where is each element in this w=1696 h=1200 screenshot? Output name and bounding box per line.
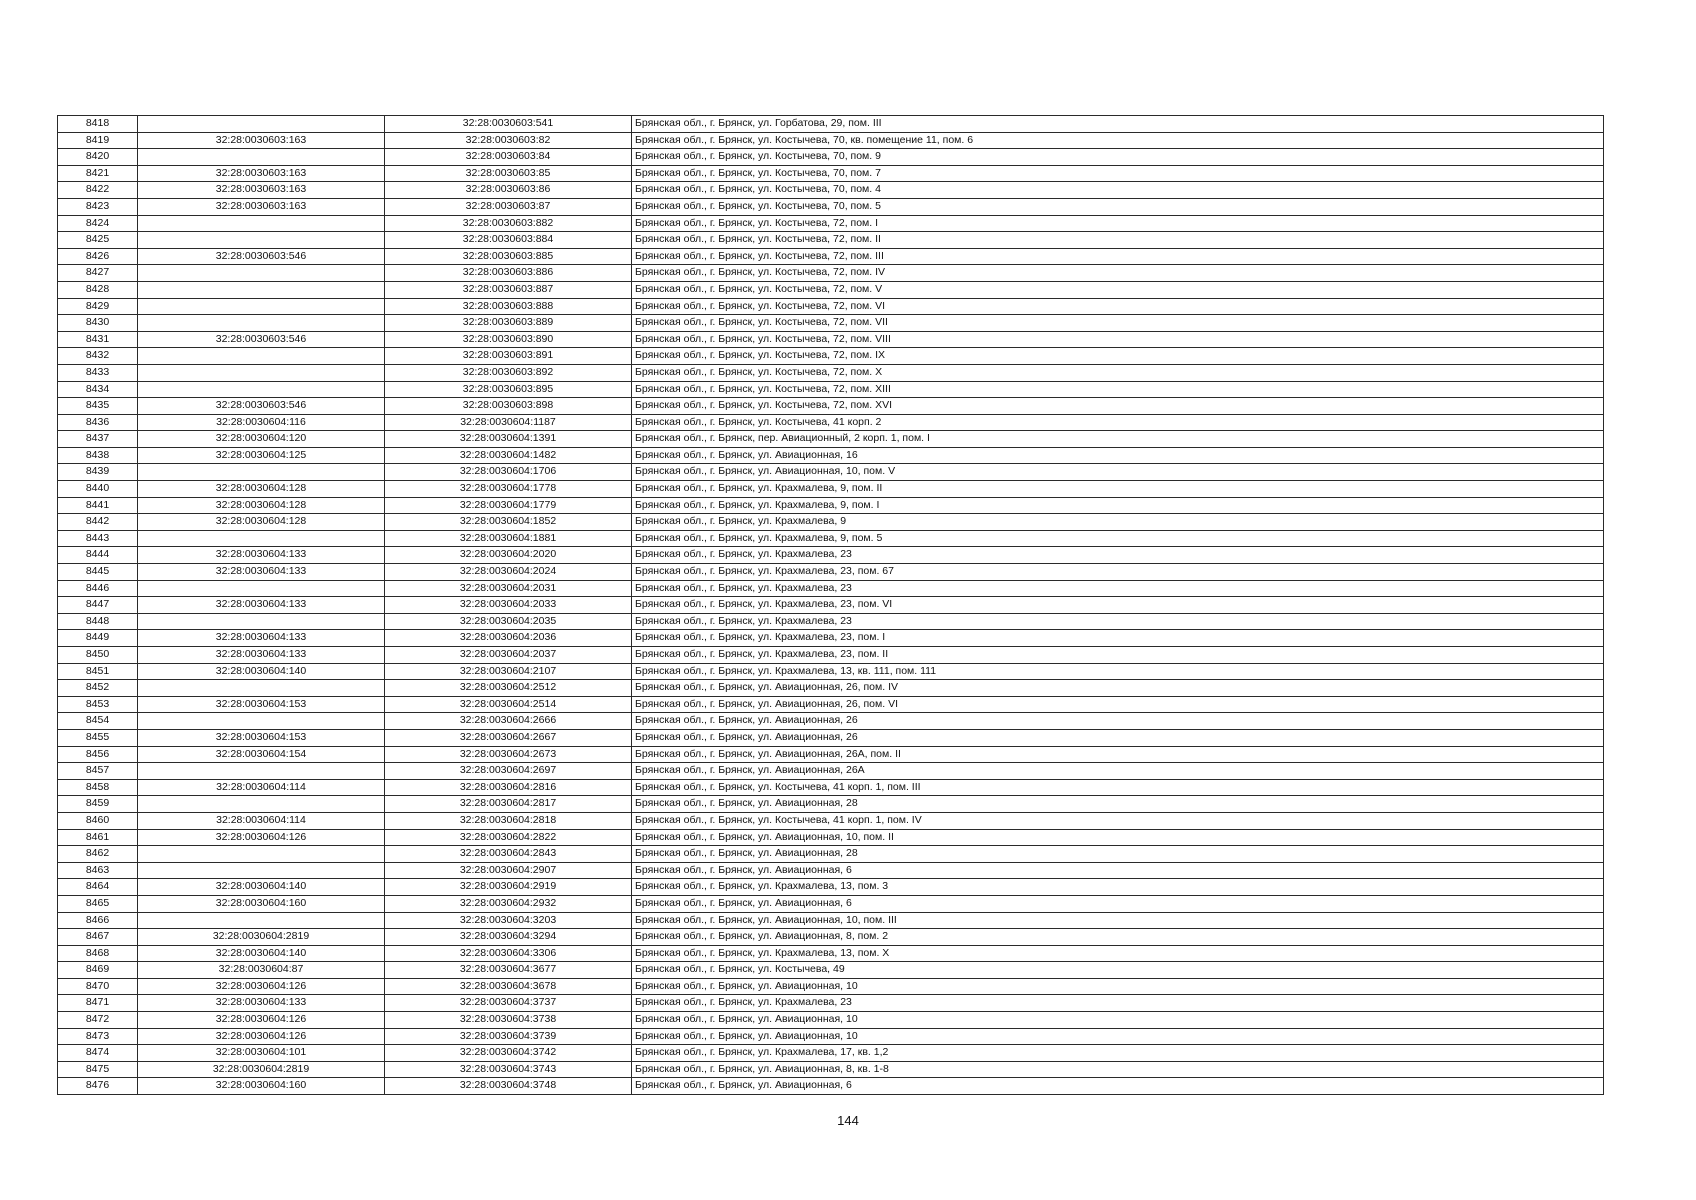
address-cell: Брянская обл., г. Брянск, ул. Авиационная, 26, пом. VI — [632, 696, 1604, 713]
table-row — [58, 431, 1604, 448]
cadastral-number-cell: 32:28:0030604:2037 — [385, 647, 632, 664]
cadastral-number-cell: 32:28:0030603:84 — [385, 149, 632, 166]
row-number-cell: 8467 — [58, 929, 138, 946]
cadastral-number-cell: 32:28:0030603:888 — [385, 298, 632, 315]
table-row — [58, 663, 1604, 680]
parent-cadastral-number-cell — [138, 149, 385, 166]
address-cell: Брянская обл., г. Брянск, ул. Костычева, 41 корп. 1, пом. IV — [632, 812, 1604, 829]
cadastral-number-cell: 32:28:0030604:2514 — [385, 696, 632, 713]
cadastral-number-cell: 32:28:0030603:882 — [385, 215, 632, 232]
table-row — [58, 912, 1604, 929]
parent-cadastral-number-cell: 32:28:0030604:2819 — [138, 1061, 385, 1078]
parent-cadastral-number-cell — [138, 298, 385, 315]
cadastral-number-cell: 32:28:0030603:898 — [385, 398, 632, 415]
row-number-cell: 8474 — [58, 1045, 138, 1062]
address-cell: Брянская обл., г. Брянск, ул. Крахмалева, 23, пом. VI — [632, 597, 1604, 614]
address-cell: Брянская обл., г. Брянск, ул. Авиационная, 6 — [632, 895, 1604, 912]
table-row — [58, 1028, 1604, 1045]
table-row — [58, 829, 1604, 846]
row-number-cell: 8447 — [58, 597, 138, 614]
address-cell: Брянская обл., г. Брянск, ул. Костычева, 72, пом. I — [632, 215, 1604, 232]
address-cell: Брянская обл., г. Брянск, ул. Крахмалева, 13, пом. X — [632, 945, 1604, 962]
parent-cadastral-number-cell: 32:28:0030604:114 — [138, 812, 385, 829]
registry-table-body — [58, 116, 1604, 1095]
address-cell: Брянская обл., г. Брянск, ул. Крахмалева, 17, кв. 1,2 — [632, 1045, 1604, 1062]
parent-cadastral-number-cell — [138, 796, 385, 813]
address-cell: Брянская обл., г. Брянск, ул. Крахмалева, 23 — [632, 995, 1604, 1012]
parent-cadastral-number-cell: 32:28:0030604:133 — [138, 564, 385, 581]
parent-cadastral-number-cell — [138, 232, 385, 249]
address-cell: Брянская обл., г. Брянск, ул. Костычева, 70, кв. помещение 11, пом. 6 — [632, 132, 1604, 149]
row-number-cell: 8418 — [58, 116, 138, 133]
parent-cadastral-number-cell: 32:28:0030604:140 — [138, 945, 385, 962]
parent-cadastral-number-cell: 32:28:0030604:128 — [138, 481, 385, 498]
row-number-cell: 8436 — [58, 414, 138, 431]
parent-cadastral-number-cell: 32:28:0030604:87 — [138, 962, 385, 979]
parent-cadastral-number-cell — [138, 215, 385, 232]
cadastral-number-cell: 32:28:0030603:86 — [385, 182, 632, 199]
row-number-cell: 8427 — [58, 265, 138, 282]
table-row — [58, 315, 1604, 332]
cadastral-number-cell: 32:28:0030604:3737 — [385, 995, 632, 1012]
address-cell: Брянская обл., г. Брянск, ул. Костычева, 70, пом. 4 — [632, 182, 1604, 199]
parent-cadastral-number-cell — [138, 912, 385, 929]
row-number-cell: 8476 — [58, 1078, 138, 1095]
address-cell: Брянская обл., г. Брянск, ул. Крахмалева, 23, пом. I — [632, 630, 1604, 647]
parent-cadastral-number-cell: 32:28:0030603:546 — [138, 248, 385, 265]
parent-cadastral-number-cell: 32:28:0030604:133 — [138, 630, 385, 647]
row-number-cell: 8465 — [58, 895, 138, 912]
cadastral-number-cell: 32:28:0030604:3203 — [385, 912, 632, 929]
row-number-cell: 8431 — [58, 331, 138, 348]
row-number-cell: 8452 — [58, 680, 138, 697]
address-cell: Брянская обл., г. Брянск, ул. Авиационная, 28 — [632, 846, 1604, 863]
row-number-cell: 8451 — [58, 663, 138, 680]
address-cell: Брянская обл., г. Брянск, ул. Крахмалева, 23 — [632, 547, 1604, 564]
table-row — [58, 547, 1604, 564]
cadastral-number-cell: 32:28:0030604:1482 — [385, 447, 632, 464]
parent-cadastral-number-cell: 32:28:0030603:163 — [138, 165, 385, 182]
parent-cadastral-number-cell: 32:28:0030604:101 — [138, 1045, 385, 1062]
row-number-cell: 8460 — [58, 812, 138, 829]
row-number-cell: 8439 — [58, 464, 138, 481]
address-cell: Брянская обл., г. Брянск, ул. Костычева, 72, пом. IV — [632, 265, 1604, 282]
parent-cadastral-number-cell — [138, 763, 385, 780]
table-row — [58, 530, 1604, 547]
table-row — [58, 248, 1604, 265]
cadastral-number-cell: 32:28:0030604:1706 — [385, 464, 632, 481]
address-cell: Брянская обл., г. Брянск, ул. Костычева, 41 корп. 2 — [632, 414, 1604, 431]
row-number-cell: 8419 — [58, 132, 138, 149]
cadastral-number-cell: 32:28:0030603:85 — [385, 165, 632, 182]
cadastral-number-cell: 32:28:0030604:3743 — [385, 1061, 632, 1078]
table-row — [58, 846, 1604, 863]
cadastral-number-cell: 32:28:0030604:2024 — [385, 564, 632, 581]
table-row — [58, 514, 1604, 531]
parent-cadastral-number-cell — [138, 680, 385, 697]
cadastral-number-cell: 32:28:0030604:1187 — [385, 414, 632, 431]
cadastral-number-cell: 32:28:0030603:890 — [385, 331, 632, 348]
parent-cadastral-number-cell — [138, 364, 385, 381]
table-row — [58, 713, 1604, 730]
cadastral-number-cell: 32:28:0030604:2033 — [385, 597, 632, 614]
table-row — [58, 497, 1604, 514]
row-number-cell: 8455 — [58, 729, 138, 746]
row-number-cell: 8454 — [58, 713, 138, 730]
row-number-cell: 8448 — [58, 613, 138, 630]
parent-cadastral-number-cell: 32:28:0030604:128 — [138, 514, 385, 531]
table-row — [58, 995, 1604, 1012]
table-row — [58, 862, 1604, 879]
table-row — [58, 116, 1604, 133]
address-cell: Брянская обл., г. Брянск, ул. Крахмалева, 23 — [632, 580, 1604, 597]
address-cell: Брянская обл., г. Брянск, ул. Костычева, 70, пом. 5 — [632, 198, 1604, 215]
table-row — [58, 1061, 1604, 1078]
row-number-cell: 8430 — [58, 315, 138, 332]
parent-cadastral-number-cell: 32:28:0030604:120 — [138, 431, 385, 448]
table-row — [58, 215, 1604, 232]
row-number-cell: 8441 — [58, 497, 138, 514]
address-cell: Брянская обл., г. Брянск, ул. Авиационная, 6 — [632, 862, 1604, 879]
row-number-cell: 8421 — [58, 165, 138, 182]
address-cell: Брянская обл., г. Брянск, ул. Костычева, 41 корп. 1, пом. III — [632, 779, 1604, 796]
cadastral-number-cell: 32:28:0030604:3294 — [385, 929, 632, 946]
address-cell: Брянская обл., г. Брянск, ул. Костычева, 72, пом. X — [632, 364, 1604, 381]
cadastral-number-cell: 32:28:0030604:3677 — [385, 962, 632, 979]
row-number-cell: 8426 — [58, 248, 138, 265]
cadastral-number-cell: 32:28:0030604:1881 — [385, 530, 632, 547]
table-row — [58, 165, 1604, 182]
address-cell: Брянская обл., г. Брянск, ул. Авиационная, 16 — [632, 447, 1604, 464]
table-row — [58, 796, 1604, 813]
cadastral-number-cell: 32:28:0030604:3742 — [385, 1045, 632, 1062]
address-cell: Брянская обл., г. Брянск, ул. Костычева, 72, пом. VIII — [632, 331, 1604, 348]
row-number-cell: 8469 — [58, 962, 138, 979]
parent-cadastral-number-cell: 32:28:0030604:128 — [138, 497, 385, 514]
cadastral-number-cell: 32:28:0030603:892 — [385, 364, 632, 381]
row-number-cell: 8475 — [58, 1061, 138, 1078]
row-number-cell: 8462 — [58, 846, 138, 863]
cadastral-number-cell: 32:28:0030604:2667 — [385, 729, 632, 746]
table-row — [58, 763, 1604, 780]
address-cell: Брянская обл., г. Брянск, ул. Костычева, 72, пом. III — [632, 248, 1604, 265]
address-cell: Брянская обл., г. Брянск, ул. Костычева, 49 — [632, 962, 1604, 979]
parent-cadastral-number-cell: 32:28:0030604:160 — [138, 1078, 385, 1095]
cadastral-number-cell: 32:28:0030604:2036 — [385, 630, 632, 647]
parent-cadastral-number-cell — [138, 613, 385, 630]
table-row — [58, 331, 1604, 348]
parent-cadastral-number-cell: 32:28:0030604:160 — [138, 895, 385, 912]
cadastral-number-cell: 32:28:0030604:3306 — [385, 945, 632, 962]
table-row — [58, 564, 1604, 581]
table-row — [58, 398, 1604, 415]
row-number-cell: 8424 — [58, 215, 138, 232]
cadastral-number-cell: 32:28:0030603:895 — [385, 381, 632, 398]
address-cell: Брянская обл., г. Брянск, пер. Авиационный, 2 корп. 1, пом. I — [632, 431, 1604, 448]
cadastral-number-cell: 32:28:0030604:2035 — [385, 613, 632, 630]
address-cell: Брянская обл., г. Брянск, ул. Авиационная, 26А, пом. II — [632, 746, 1604, 763]
cadastral-number-cell: 32:28:0030603:541 — [385, 116, 632, 133]
table-row — [58, 895, 1604, 912]
row-number-cell: 8466 — [58, 912, 138, 929]
row-number-cell: 8440 — [58, 481, 138, 498]
parent-cadastral-number-cell: 32:28:0030603:163 — [138, 198, 385, 215]
table-row — [58, 481, 1604, 498]
address-cell: Брянская обл., г. Брянск, ул. Авиационная, 8, пом. 2 — [632, 929, 1604, 946]
address-cell: Брянская обл., г. Брянск, ул. Костычева, 70, пом. 9 — [632, 149, 1604, 166]
cadastral-number-cell: 32:28:0030604:2512 — [385, 680, 632, 697]
row-number-cell: 8464 — [58, 879, 138, 896]
address-cell: Брянская обл., г. Брянск, ул. Авиационная, 10 — [632, 1012, 1604, 1029]
row-number-cell: 8472 — [58, 1012, 138, 1029]
cadastral-number-cell: 32:28:0030604:2932 — [385, 895, 632, 912]
row-number-cell: 8449 — [58, 630, 138, 647]
cadastral-number-cell: 32:28:0030604:2666 — [385, 713, 632, 730]
table-row — [58, 597, 1604, 614]
cadastral-number-cell: 32:28:0030604:2107 — [385, 663, 632, 680]
address-cell: Брянская обл., г. Брянск, ул. Авиационная, 28 — [632, 796, 1604, 813]
address-cell: Брянская обл., г. Брянск, ул. Крахмалева, 23 — [632, 613, 1604, 630]
parent-cadastral-number-cell — [138, 381, 385, 398]
cadastral-number-cell: 32:28:0030604:2697 — [385, 763, 632, 780]
cadastral-number-cell: 32:28:0030604:1391 — [385, 431, 632, 448]
row-number-cell: 8473 — [58, 1028, 138, 1045]
row-number-cell: 8471 — [58, 995, 138, 1012]
address-cell: Брянская обл., г. Брянск, ул. Костычева, 72, пом. VI — [632, 298, 1604, 315]
cadastral-number-cell: 32:28:0030603:886 — [385, 265, 632, 282]
table-row — [58, 580, 1604, 597]
row-number-cell: 8444 — [58, 547, 138, 564]
parent-cadastral-number-cell: 32:28:0030604:133 — [138, 647, 385, 664]
table-row — [58, 414, 1604, 431]
row-number-cell: 8428 — [58, 281, 138, 298]
address-cell: Брянская обл., г. Брянск, ул. Крахмалева, 9, пом. I — [632, 497, 1604, 514]
table-row — [58, 647, 1604, 664]
parent-cadastral-number-cell — [138, 116, 385, 133]
address-cell: Брянская обл., г. Брянск, ул. Крахмалева, 9, пом. 5 — [632, 530, 1604, 547]
table-row — [58, 348, 1604, 365]
parent-cadastral-number-cell: 32:28:0030603:163 — [138, 182, 385, 199]
table-row — [58, 232, 1604, 249]
table-row — [58, 812, 1604, 829]
address-cell: Брянская обл., г. Брянск, ул. Костычева, 72, пом. VII — [632, 315, 1604, 332]
address-cell: Брянская обл., г. Брянск, ул. Авиационная, 6 — [632, 1078, 1604, 1095]
address-cell: Брянская обл., г. Брянск, ул. Авиационная, 10, пом. III — [632, 912, 1604, 929]
table-row — [58, 630, 1604, 647]
parent-cadastral-number-cell — [138, 348, 385, 365]
cadastral-number-cell: 32:28:0030604:2822 — [385, 829, 632, 846]
address-cell: Брянская обл., г. Брянск, ул. Авиационная, 26А — [632, 763, 1604, 780]
cadastral-number-cell: 32:28:0030603:889 — [385, 315, 632, 332]
cadastral-number-cell: 32:28:0030604:2816 — [385, 779, 632, 796]
row-number-cell: 8456 — [58, 746, 138, 763]
cadastral-number-cell: 32:28:0030604:1778 — [385, 481, 632, 498]
table-row — [58, 779, 1604, 796]
parent-cadastral-number-cell: 32:28:0030604:126 — [138, 1028, 385, 1045]
parent-cadastral-number-cell — [138, 464, 385, 481]
cadastral-number-cell: 32:28:0030604:3738 — [385, 1012, 632, 1029]
parent-cadastral-number-cell: 32:28:0030603:546 — [138, 398, 385, 415]
parent-cadastral-number-cell — [138, 713, 385, 730]
table-row — [58, 132, 1604, 149]
table-row — [58, 945, 1604, 962]
parent-cadastral-number-cell: 32:28:0030603:546 — [138, 331, 385, 348]
parent-cadastral-number-cell: 32:28:0030604:153 — [138, 729, 385, 746]
parent-cadastral-number-cell — [138, 315, 385, 332]
cadastral-number-cell: 32:28:0030604:2907 — [385, 862, 632, 879]
table-row — [58, 298, 1604, 315]
cadastral-number-cell: 32:28:0030603:887 — [385, 281, 632, 298]
cadastral-number-cell: 32:28:0030604:2843 — [385, 846, 632, 863]
row-number-cell: 8453 — [58, 696, 138, 713]
cadastral-number-cell: 32:28:0030604:2817 — [385, 796, 632, 813]
parent-cadastral-number-cell — [138, 281, 385, 298]
table-row — [58, 381, 1604, 398]
parent-cadastral-number-cell — [138, 265, 385, 282]
address-cell: Брянская обл., г. Брянск, ул. Авиационная, 10 — [632, 978, 1604, 995]
parent-cadastral-number-cell: 32:28:0030604:114 — [138, 779, 385, 796]
address-cell: Брянская обл., г. Брянск, ул. Крахмалева, 9 — [632, 514, 1604, 531]
cadastral-number-cell: 32:28:0030604:2020 — [385, 547, 632, 564]
row-number-cell: 8450 — [58, 647, 138, 664]
table-row — [58, 447, 1604, 464]
row-number-cell: 8422 — [58, 182, 138, 199]
address-cell: Брянская обл., г. Брянск, ул. Костычева, 70, пом. 7 — [632, 165, 1604, 182]
row-number-cell: 8438 — [58, 447, 138, 464]
address-cell: Брянская обл., г. Брянск, ул. Горбатова, 29, пом. III — [632, 116, 1604, 133]
table-row — [58, 879, 1604, 896]
registry-table — [57, 115, 1604, 1095]
parent-cadastral-number-cell: 32:28:0030604:2819 — [138, 929, 385, 946]
row-number-cell: 8425 — [58, 232, 138, 249]
row-number-cell: 8442 — [58, 514, 138, 531]
address-cell: Брянская обл., г. Брянск, ул. Костычева, 72, пом. V — [632, 281, 1604, 298]
address-cell: Брянская обл., г. Брянск, ул. Крахмалева, 23, пом. 67 — [632, 564, 1604, 581]
address-cell: Брянская обл., г. Брянск, ул. Крахмалева, 23, пом. II — [632, 647, 1604, 664]
table-row — [58, 613, 1604, 630]
cadastral-number-cell: 32:28:0030604:3739 — [385, 1028, 632, 1045]
table-row — [58, 680, 1604, 697]
row-number-cell: 8470 — [58, 978, 138, 995]
address-cell: Брянская обл., г. Брянск, ул. Крахмалева, 13, пом. 3 — [632, 879, 1604, 896]
cadastral-number-cell: 32:28:0030603:82 — [385, 132, 632, 149]
row-number-cell: 8459 — [58, 796, 138, 813]
parent-cadastral-number-cell: 32:28:0030604:140 — [138, 663, 385, 680]
table-row — [58, 696, 1604, 713]
parent-cadastral-number-cell: 32:28:0030604:126 — [138, 829, 385, 846]
cadastral-number-cell: 32:28:0030603:87 — [385, 198, 632, 215]
parent-cadastral-number-cell: 32:28:0030604:153 — [138, 696, 385, 713]
table-row — [58, 1078, 1604, 1095]
parent-cadastral-number-cell: 32:28:0030604:126 — [138, 978, 385, 995]
row-number-cell: 8433 — [58, 364, 138, 381]
row-number-cell: 8429 — [58, 298, 138, 315]
row-number-cell: 8468 — [58, 945, 138, 962]
cadastral-number-cell: 32:28:0030604:2919 — [385, 879, 632, 896]
row-number-cell: 8458 — [58, 779, 138, 796]
row-number-cell: 8463 — [58, 862, 138, 879]
parent-cadastral-number-cell — [138, 862, 385, 879]
address-cell: Брянская обл., г. Брянск, ул. Костычева, 72, пом. XIII — [632, 381, 1604, 398]
row-number-cell: 8423 — [58, 198, 138, 215]
row-number-cell: 8434 — [58, 381, 138, 398]
table-row — [58, 962, 1604, 979]
cadastral-number-cell: 32:28:0030604:3748 — [385, 1078, 632, 1095]
table-row — [58, 281, 1604, 298]
table-row — [58, 198, 1604, 215]
cadastral-number-cell: 32:28:0030603:891 — [385, 348, 632, 365]
parent-cadastral-number-cell: 32:28:0030604:140 — [138, 879, 385, 896]
address-cell: Брянская обл., г. Брянск, ул. Костычева, 72, пом. IX — [632, 348, 1604, 365]
address-cell: Брянская обл., г. Брянск, ул. Авиационная, 10 — [632, 1028, 1604, 1045]
address-cell: Брянская обл., г. Брянск, ул. Авиационная, 26, пом. IV — [632, 680, 1604, 697]
cadastral-number-cell: 32:28:0030604:2818 — [385, 812, 632, 829]
parent-cadastral-number-cell: 32:28:0030604:116 — [138, 414, 385, 431]
page-number: 144 — [837, 1113, 859, 1128]
cadastral-number-cell: 32:28:0030604:2673 — [385, 746, 632, 763]
parent-cadastral-number-cell: 32:28:0030604:133 — [138, 995, 385, 1012]
parent-cadastral-number-cell — [138, 846, 385, 863]
cadastral-number-cell: 32:28:0030604:1779 — [385, 497, 632, 514]
table-row — [58, 364, 1604, 381]
address-cell: Брянская обл., г. Брянск, ул. Авиационная, 10, пом. V — [632, 464, 1604, 481]
address-cell: Брянская обл., г. Брянск, ул. Авиационная, 8, кв. 1-8 — [632, 1061, 1604, 1078]
address-cell: Брянская обл., г. Брянск, ул. Авиационная, 10, пом. II — [632, 829, 1604, 846]
parent-cadastral-number-cell: 32:28:0030604:154 — [138, 746, 385, 763]
row-number-cell: 8432 — [58, 348, 138, 365]
parent-cadastral-number-cell — [138, 580, 385, 597]
table-row — [58, 746, 1604, 763]
row-number-cell: 8420 — [58, 149, 138, 166]
address-cell: Брянская обл., г. Брянск, ул. Крахмалева, 13, кв. 111, пом. 111 — [632, 663, 1604, 680]
address-cell: Брянская обл., г. Брянск, ул. Авиационная, 26 — [632, 729, 1604, 746]
parent-cadastral-number-cell: 32:28:0030604:126 — [138, 1012, 385, 1029]
cadastral-number-cell: 32:28:0030604:2031 — [385, 580, 632, 597]
parent-cadastral-number-cell: 32:28:0030604:125 — [138, 447, 385, 464]
table-row — [58, 729, 1604, 746]
parent-cadastral-number-cell: 32:28:0030604:133 — [138, 547, 385, 564]
row-number-cell: 8443 — [58, 530, 138, 547]
row-number-cell: 8457 — [58, 763, 138, 780]
table-row — [58, 978, 1604, 995]
parent-cadastral-number-cell: 32:28:0030603:163 — [138, 132, 385, 149]
table-row — [58, 149, 1604, 166]
row-number-cell: 8437 — [58, 431, 138, 448]
table-row — [58, 265, 1604, 282]
table-row — [58, 182, 1604, 199]
parent-cadastral-number-cell: 32:28:0030604:133 — [138, 597, 385, 614]
address-cell: Брянская обл., г. Брянск, ул. Крахмалева, 9, пом. II — [632, 481, 1604, 498]
cadastral-number-cell: 32:28:0030603:885 — [385, 248, 632, 265]
cadastral-number-cell: 32:28:0030603:884 — [385, 232, 632, 249]
address-cell: Брянская обл., г. Брянск, ул. Костычева, 72, пом. II — [632, 232, 1604, 249]
parent-cadastral-number-cell — [138, 530, 385, 547]
table-row — [58, 1012, 1604, 1029]
row-number-cell: 8461 — [58, 829, 138, 846]
row-number-cell: 8435 — [58, 398, 138, 415]
table-row — [58, 464, 1604, 481]
address-cell: Брянская обл., г. Брянск, ул. Авиационная, 26 — [632, 713, 1604, 730]
cadastral-number-cell: 32:28:0030604:1852 — [385, 514, 632, 531]
table-row — [58, 1045, 1604, 1062]
cadastral-number-cell: 32:28:0030604:3678 — [385, 978, 632, 995]
row-number-cell: 8445 — [58, 564, 138, 581]
table-row — [58, 929, 1604, 946]
address-cell: Брянская обл., г. Брянск, ул. Костычева, 72, пом. XVI — [632, 398, 1604, 415]
row-number-cell: 8446 — [58, 580, 138, 597]
